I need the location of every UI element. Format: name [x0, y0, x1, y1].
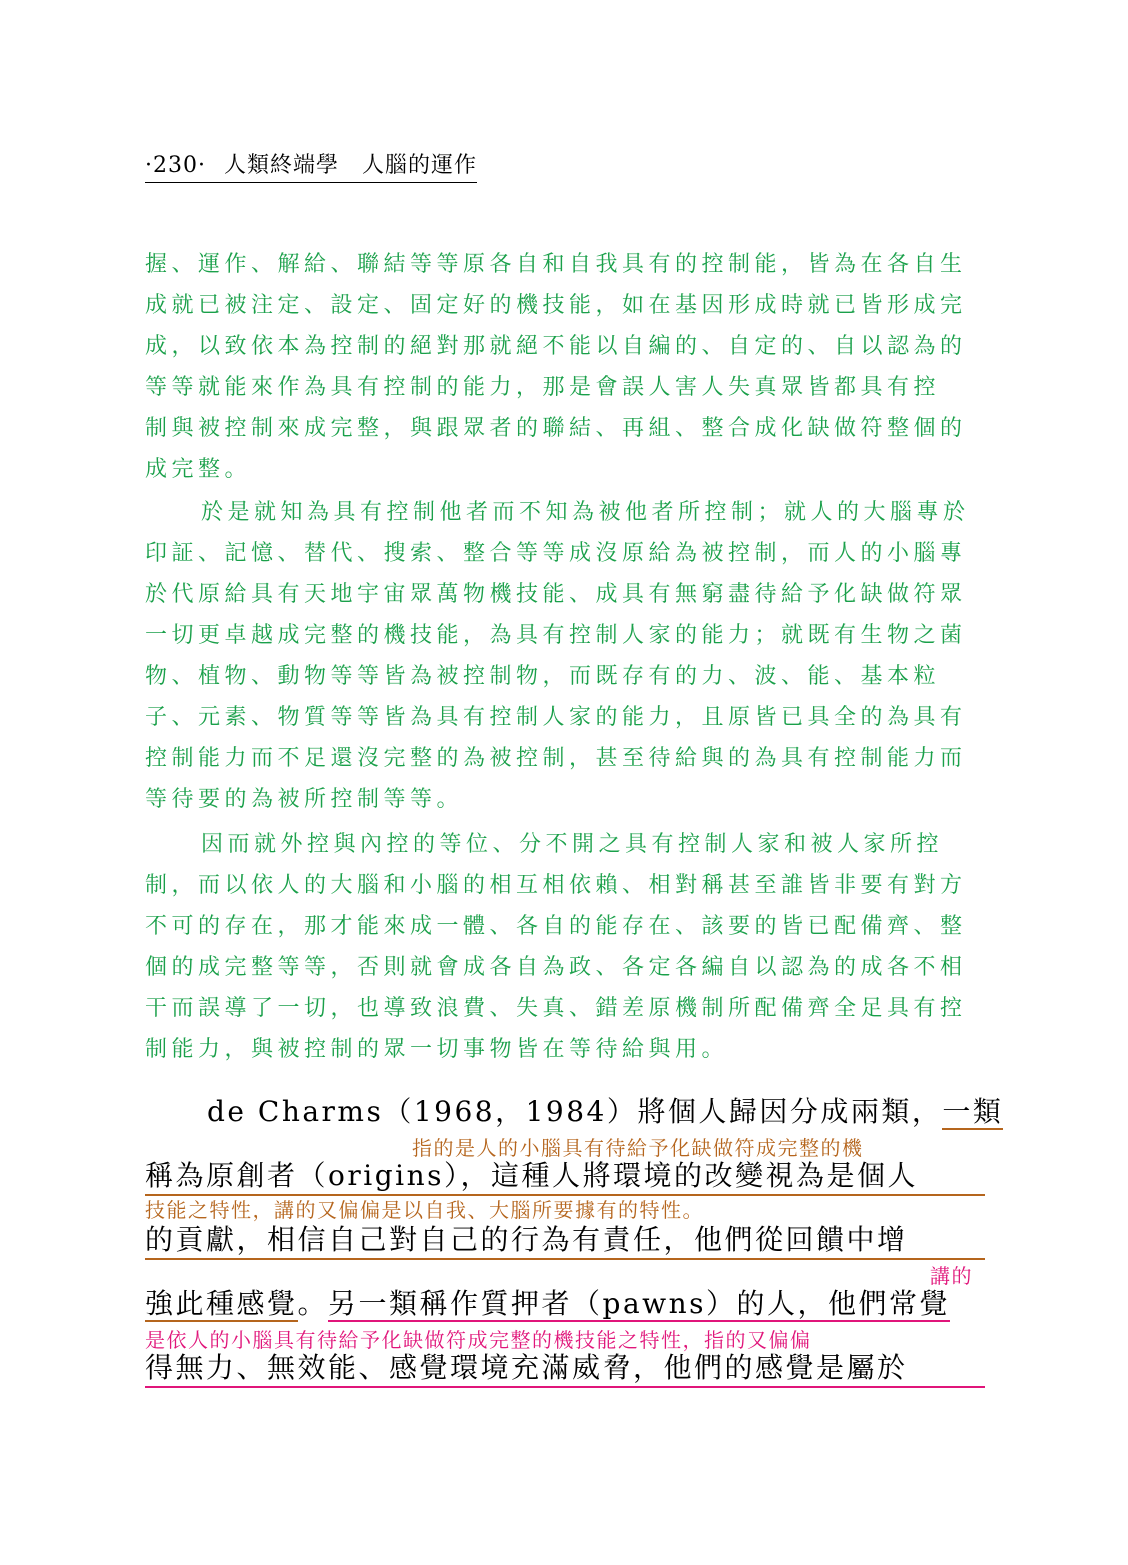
text-line: 物、植物、動物等等皆為被控制物，而既存有的力、波、能、基本粒 — [145, 664, 941, 689]
underlined-text: 另一類稱作質押者（pawns）的人，他們常覺 — [328, 1287, 951, 1320]
text-line: 因而就外控與內控的等位、分不開之具有控制人家和被人家所控 — [201, 832, 944, 857]
underlined-text: 得無力、無效能、感覺環境充滿威脅，他們的感覺是屬於 — [145, 1350, 985, 1388]
text-line: 控制能力而不足還沒完整的為被控制，甚至待給與的為具有控制能力而 — [145, 746, 967, 771]
underlined-text: 的貢獻，相信自己對自己的行為有責任，他們從回饋中增 — [145, 1222, 985, 1260]
main-text-line-1 — [145, 1094, 1004, 1130]
running-header — [145, 148, 477, 183]
underlined-text: 一類 — [942, 1095, 1004, 1128]
main-text: 。 — [297, 1287, 329, 1320]
annotation-pink-2: 是依人的小腦具有待給予化缺做符成完整的機技能之特性，指的又偏偏 — [145, 1328, 812, 1352]
text-line: 等待要的為被所控制等等。 — [145, 787, 464, 812]
commentary-paragraph-1 — [145, 244, 985, 490]
commentary-paragraph-2 — [145, 492, 985, 820]
text-line: 制能力，與被控制的眾一切事物皆在等待給與用。 — [145, 1037, 729, 1062]
text-line: 等等就能來作為具有控制的能力，那是會誤人害人失真眾皆都具有控 — [145, 375, 941, 400]
annotation-pink-1: 講的 — [930, 1264, 973, 1288]
text-line: 成，以致依本為控制的絕對那就絕不能以自編的、自定的、自以認為的 — [145, 334, 967, 359]
text-line: 印証、記憶、替代、搜索、整合等等成沒原給為被控制，而人的小腦專 — [145, 541, 967, 566]
text-line: 制，而以依人的大腦和小腦的相互相依賴、相對稱甚至誰皆非要有對方 — [145, 873, 967, 898]
main-text-line-2 — [145, 1158, 985, 1196]
text-line: 干而誤導了一切，也導致浪費、失真、錯差原機制所配備齊全足具有控 — [145, 996, 967, 1021]
text-line: 成就已被注定、設定、固定好的機技能，如在基因形成時就已皆形成完 — [145, 293, 967, 318]
main-text-line-4 — [145, 1286, 985, 1322]
text-line: 個的成完整等等，否則就會成各自為政、各定各編自以認為的成各不相 — [145, 955, 967, 980]
running-title: 人類終端學 人腦的運作 — [223, 153, 477, 178]
page-number: ·230· — [145, 153, 206, 178]
annotation-brown-1: 指的是人的小腦具有待給予化缺做符成完整的機 — [412, 1136, 864, 1160]
underlined-text: 稱為原創者（origins），這種人將環境的改變視為是個人 — [145, 1158, 985, 1196]
text-line: 於是就知為具有控制他者而不知為被他者所控制；就人的大腦專於 — [201, 500, 970, 525]
underlined-text: 強此種感覺 — [145, 1287, 298, 1320]
commentary-paragraph-3 — [145, 824, 985, 1070]
text-line: 成完整。 — [145, 457, 252, 482]
annotation-brown-2: 技能之特性，講的又偏偏是以自我、大腦所要據有的特性。 — [145, 1198, 704, 1222]
text-line: 於代原給具有天地宇宙眾萬物機技能、成具有無窮盡待給予化缺做符眾 — [145, 582, 967, 607]
main-text-line-3 — [145, 1222, 985, 1260]
text-line: 子、元素、物質等等皆為具有控制人家的能力，且原皆已具全的為具有 — [145, 705, 967, 730]
text-line: 不可的存在，那才能來成一體、各自的能存在、該要的皆已配備齊、整 — [145, 914, 967, 939]
main-text-line-5 — [145, 1350, 985, 1388]
main-text: de Charms（1968，1984）將個人歸因分成兩類， — [207, 1095, 943, 1128]
text-line: 制與被控制來成完整，與跟眾者的聯結、再組、整合成化缺做符整個的 — [145, 416, 967, 441]
text-line: 握、運作、解給、聯結等等原各自和自我具有的控制能，皆為在各自生 — [145, 252, 967, 277]
text-line: 一切更卓越成完整的機技能，為具有控制人家的能力；就既有生物之菌 — [145, 623, 967, 648]
